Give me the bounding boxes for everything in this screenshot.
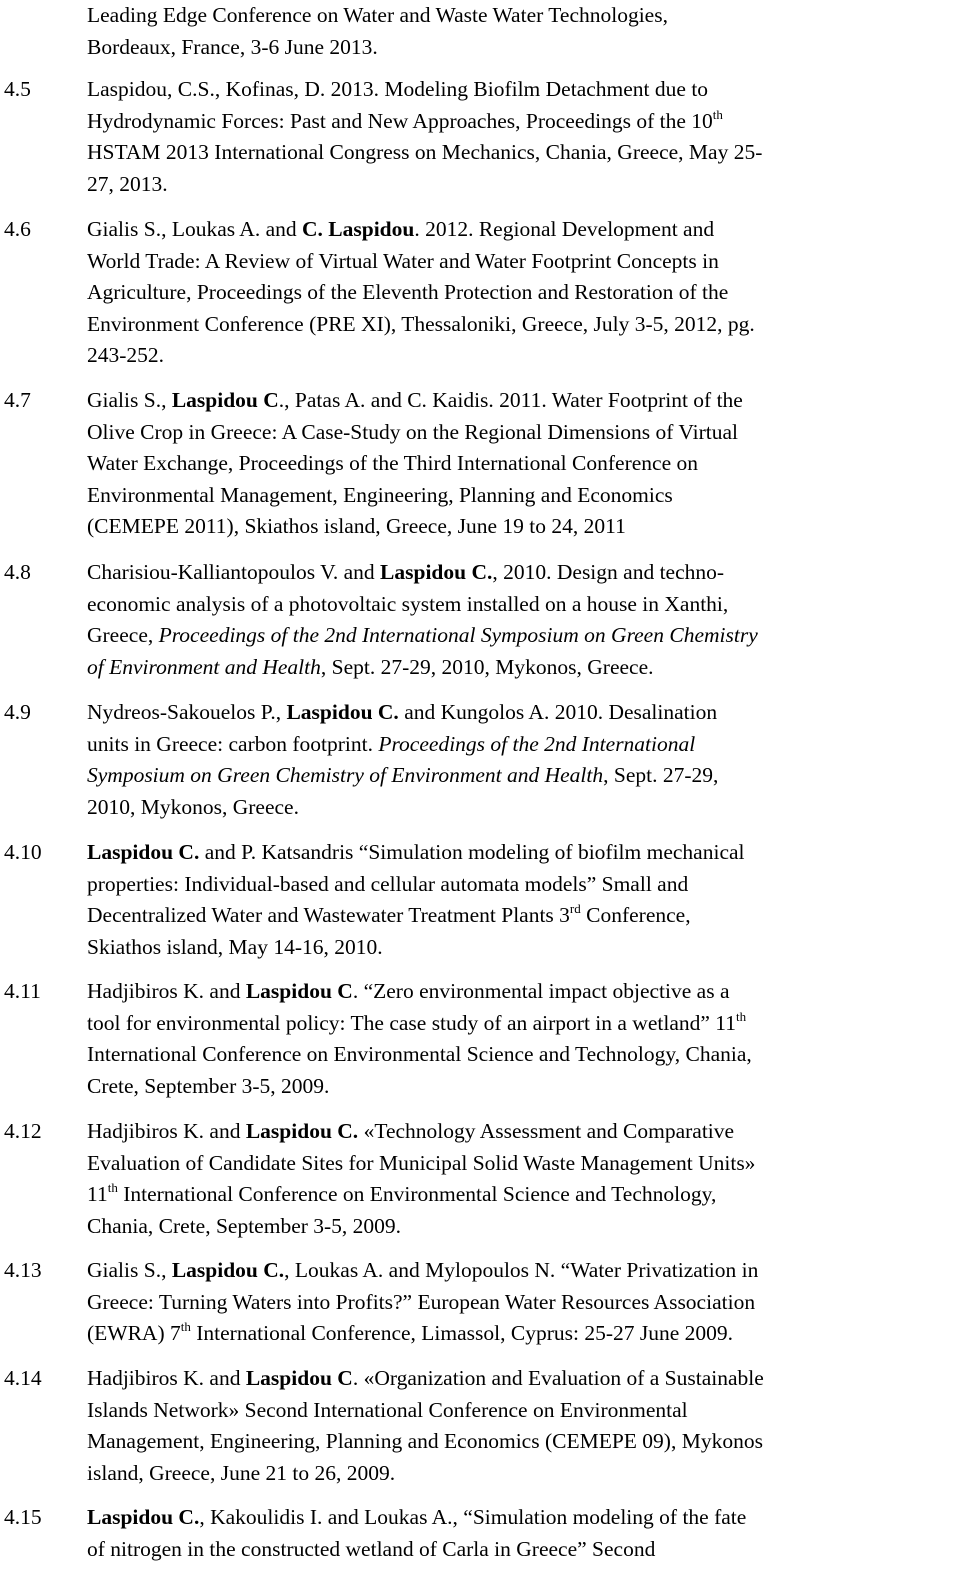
reference-line bbox=[87, 246, 954, 278]
text-run: Agriculture, Proceedings of the Eleventh Protection and Restoration of the bbox=[87, 280, 729, 304]
ordinal-suffix: th bbox=[712, 106, 723, 122]
author-highlight: Laspidou C. bbox=[286, 700, 399, 724]
reference-number: 4.14 bbox=[4, 1366, 42, 1390]
reference-line bbox=[87, 900, 954, 932]
reference-text bbox=[87, 385, 954, 543]
text-run: , Kakoulidis I. and Loukas A., “Simulation modeling of the fate bbox=[199, 1505, 747, 1529]
reference-entry-4-11 bbox=[4, 976, 954, 1102]
reference-line bbox=[87, 1458, 954, 1490]
text-run: . «Organization and Evaluation of a Sustainable bbox=[352, 1366, 764, 1390]
text-run: , Sept. 27-29, 2010, Mykonos, Greece. bbox=[320, 654, 654, 679]
reference-number: 4.15 bbox=[4, 1505, 42, 1529]
reference-line bbox=[87, 169, 954, 201]
reference-text bbox=[87, 1255, 954, 1350]
text-run: Laspidou, C.S., Kofinas, D. 2013. Modeling Biofilm Detachment due to bbox=[87, 77, 709, 101]
author-highlight: Laspidou C. bbox=[87, 840, 200, 864]
reference-entry-4-5 bbox=[4, 74, 954, 200]
reference-text bbox=[87, 557, 954, 683]
reference-line bbox=[87, 1395, 954, 1427]
reference-number: 4.5 bbox=[4, 77, 31, 101]
reference-line bbox=[87, 1318, 954, 1350]
reference-line bbox=[87, 697, 954, 729]
reference-line bbox=[87, 976, 954, 1008]
reference-line bbox=[87, 760, 954, 792]
text-run: Chania, Crete, September 3-5, 2009. bbox=[87, 1213, 402, 1238]
text-run: «Technology Assessment and Comparative bbox=[358, 1119, 735, 1143]
text-run: Environmental Management, Engineering, Planning and Economics bbox=[87, 482, 673, 507]
reference-text bbox=[87, 837, 954, 963]
text-run: . 2012. Regional Development and bbox=[414, 217, 715, 241]
text-run: Environment Conference (PRE XI), Thessaloniki, Greece, July 3-5, 2012, pg. bbox=[87, 311, 755, 336]
text-run: Hadjibiros K. and bbox=[87, 1366, 246, 1390]
text-run: Management, Engineering, Planning and Economics (CEMEPE 09), Mykonos bbox=[87, 1429, 763, 1453]
text-run: International Conference, Limassol, Cyprus: 25-27 June 2009. bbox=[190, 1321, 734, 1345]
reference-line bbox=[87, 1116, 954, 1148]
text-run: Hydrodynamic Forces: Past and New Approaches, Proceedings of the 10 bbox=[87, 108, 713, 133]
reference-line bbox=[87, 74, 954, 106]
author-highlight: Laspidou C bbox=[171, 388, 279, 412]
text-run: Nydreos-Sakouelos P., bbox=[87, 700, 287, 724]
text-run: 2010, Mykonos, Greece. bbox=[87, 794, 299, 819]
text-run: units in Greece: carbon footprint. bbox=[87, 731, 379, 756]
text-run: ., Patas A. and C. Kaidis. 2011. Water Footprint of the bbox=[278, 388, 743, 412]
text-run: 11 bbox=[87, 1182, 108, 1206]
reference-number: 4.7 bbox=[4, 388, 31, 412]
reference-line bbox=[87, 837, 954, 869]
reference-text bbox=[87, 697, 954, 823]
text-run: Gialis S., bbox=[87, 388, 172, 412]
reference-line bbox=[87, 1071, 954, 1103]
author-highlight: Laspidou C. bbox=[87, 1505, 200, 1529]
reference-number: 4.10 bbox=[4, 840, 42, 864]
italic-title: Proceedings of the 2nd International bbox=[378, 731, 696, 756]
text-run: island, Greece, June 21 to 26, 2009. bbox=[87, 1460, 396, 1485]
author-highlight: C. Laspidou bbox=[302, 217, 415, 241]
ordinal-suffix: th bbox=[736, 1008, 747, 1024]
reference-line bbox=[87, 652, 954, 684]
reference-entry-4-9 bbox=[4, 697, 954, 823]
reference-line bbox=[87, 1287, 954, 1319]
text-run: Conference, bbox=[580, 903, 691, 927]
text-run: tool for environmental policy: The case study of an airport in a wetland” 11 bbox=[87, 1010, 736, 1035]
reference-text bbox=[87, 1363, 954, 1489]
reference-line bbox=[87, 1426, 954, 1458]
text-run: World Trade: A Review of Virtual Water and Water Footprint Concepts in bbox=[87, 248, 719, 273]
text-run: Crete, September 3-5, 2009. bbox=[87, 1073, 330, 1098]
text-run: Water Exchange, Proceedings of the Third International Conference on bbox=[87, 451, 698, 475]
reference-text bbox=[87, 0, 954, 63]
reference-number: 4.13 bbox=[4, 1258, 42, 1282]
text-run: Leading Edge Conference on Water and Waste Water Technologies, bbox=[87, 3, 668, 27]
text-run: Olive Crop in Greece: A Case-Study on the Regional Dimensions of Virtual bbox=[87, 419, 738, 444]
reference-line bbox=[87, 137, 954, 169]
text-run: , 2010. Design and techno- bbox=[492, 560, 725, 584]
text-run: Decentralized Water and Wastewater Treatment Plants 3 bbox=[87, 903, 570, 927]
text-run: Evaluation of Candidate Sites for Municipal Solid Waste Management Units» bbox=[87, 1150, 756, 1175]
text-run: HSTAM 2013 International Congress on Mechanics, Chania, Greece, May 25- bbox=[87, 140, 763, 164]
reference-line bbox=[87, 1211, 954, 1243]
text-run: Greece: Turning Waters into Profits?” European Water Resources Association bbox=[87, 1289, 756, 1314]
reference-entry-4-6 bbox=[4, 214, 954, 372]
reference-number: 4.9 bbox=[4, 700, 31, 724]
reference-number: 4.12 bbox=[4, 1119, 42, 1143]
text-run: , Loukas A. and Mylopoulos N. “Water Privatization in bbox=[284, 1258, 759, 1282]
reference-line bbox=[87, 589, 954, 621]
reference-line bbox=[87, 1148, 954, 1180]
reference-line bbox=[87, 932, 954, 964]
text-run: Hadjibiros K. and bbox=[87, 979, 246, 1003]
text-run: International Conference on Environmental Science and Technology, Chania, bbox=[87, 1042, 752, 1066]
reference-entry-4-8 bbox=[4, 557, 954, 683]
text-run: (EWRA) 7 bbox=[87, 1321, 181, 1345]
text-run: Hadjibiros K. and bbox=[87, 1119, 246, 1143]
reference-line bbox=[87, 214, 954, 246]
italic-title: Proceedings of the 2nd International Symposium on Green Chemistry bbox=[158, 623, 758, 647]
text-run: Charisiou-Kalliantopoulos V. and bbox=[87, 560, 381, 584]
reference-line bbox=[87, 869, 954, 901]
reference-text bbox=[87, 976, 954, 1102]
reference-line bbox=[87, 106, 954, 138]
text-run: Islands Network» Second International Conference on Environmental bbox=[87, 1397, 688, 1422]
reference-text bbox=[87, 1116, 954, 1242]
reference-line bbox=[87, 0, 954, 32]
author-highlight: Laspidou C. bbox=[245, 1119, 359, 1143]
reference-entry-4-10 bbox=[4, 837, 954, 963]
reference-line bbox=[87, 792, 954, 824]
reference-line bbox=[87, 557, 954, 589]
reference-line bbox=[87, 385, 954, 417]
reference-line bbox=[87, 32, 954, 64]
italic-title: of Environment and Health bbox=[87, 654, 321, 679]
text-run: Gialis S., bbox=[87, 1258, 172, 1282]
reference-line bbox=[87, 729, 954, 761]
reference-entry-4-7 bbox=[4, 385, 954, 543]
reference-number: 4.6 bbox=[4, 217, 31, 241]
reference-entry-4-14 bbox=[4, 1363, 954, 1489]
reference-line bbox=[87, 417, 954, 449]
text-run: of nitrogen in the constructed wetland of Carla in Greece” Second bbox=[87, 1536, 656, 1561]
reference-entry-4-15 bbox=[4, 1502, 954, 1565]
reference-line bbox=[87, 277, 954, 309]
ordinal-suffix: rd bbox=[569, 901, 581, 916]
reference-line bbox=[87, 620, 954, 652]
reference-line bbox=[87, 1039, 954, 1071]
reference-line bbox=[87, 1179, 954, 1211]
reference-entry-4-12 bbox=[4, 1116, 954, 1242]
reference-text bbox=[87, 1502, 954, 1565]
reference-line bbox=[87, 1534, 954, 1566]
text-run: Gialis S., Loukas A. and bbox=[87, 217, 302, 241]
text-run: economic analysis of a photovoltaic system installed on a house in Xanthi, bbox=[87, 591, 729, 616]
reference-entry-4-13 bbox=[4, 1255, 954, 1350]
text-run: Bordeaux, France, 3-6 June 2013. bbox=[87, 34, 378, 59]
author-highlight: Laspidou C. bbox=[171, 1258, 285, 1282]
reference-line bbox=[87, 1502, 954, 1534]
reference-line bbox=[87, 1255, 954, 1287]
reference-number: 4.11 bbox=[4, 979, 41, 1003]
reference-line bbox=[87, 309, 954, 341]
reference-line bbox=[87, 480, 954, 512]
text-run: (CEMEPE 2011), Skiathos island, Greece, June 19 to 24, 2011 bbox=[87, 514, 626, 538]
text-run: and P. Katsandris “Simulation modeling of biofilm mechanical bbox=[199, 840, 745, 864]
reference-text bbox=[87, 74, 954, 200]
author-highlight: Laspidou C. bbox=[380, 560, 493, 584]
reference-text bbox=[87, 214, 954, 372]
text-run: Skiathos island, May 14-16, 2010. bbox=[87, 934, 383, 959]
reference-line bbox=[87, 511, 954, 543]
reference-line bbox=[87, 1363, 954, 1395]
reference-entry-continued bbox=[4, 0, 954, 63]
text-run: , Sept. 27-29, bbox=[603, 763, 719, 787]
ordinal-suffix: th bbox=[107, 1180, 118, 1195]
text-run: properties: Individual-based and cellular automata models” Small and bbox=[87, 871, 689, 896]
author-highlight: Laspidou C bbox=[245, 979, 353, 1003]
ordinal-suffix: th bbox=[180, 1319, 191, 1334]
text-run: and Kungolos A. 2010. Desalination bbox=[398, 700, 718, 724]
reference-line bbox=[87, 1008, 954, 1040]
reference-line bbox=[87, 448, 954, 480]
author-highlight: Laspidou C bbox=[245, 1366, 353, 1390]
text-run: 27, 2013. bbox=[87, 171, 168, 196]
text-run: International Conference on Environmental Science and Technology, bbox=[117, 1182, 717, 1206]
text-run: Greece, bbox=[87, 623, 159, 647]
text-run: 243-252. bbox=[87, 343, 165, 367]
reference-number: 4.8 bbox=[4, 560, 31, 584]
italic-title: Symposium on Green Chemistry of Environment and Health bbox=[87, 763, 604, 787]
reference-line bbox=[87, 340, 954, 372]
text-run: . “Zero environmental impact objective as a bbox=[352, 979, 730, 1003]
